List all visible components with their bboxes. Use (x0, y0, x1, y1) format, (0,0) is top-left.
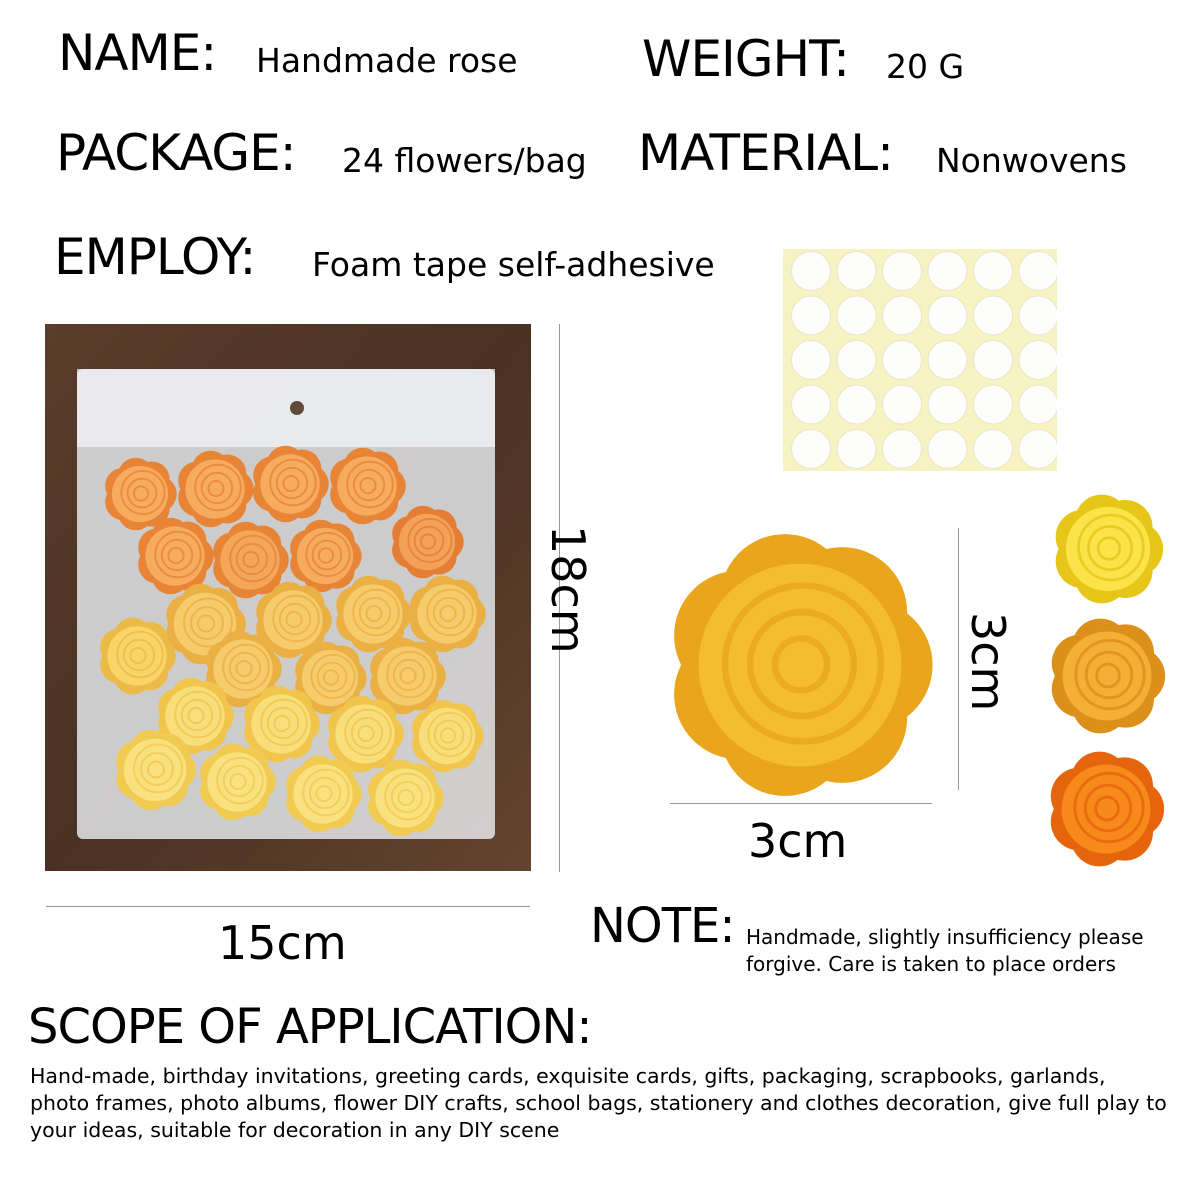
rose-image (663, 530, 938, 800)
employ-label: EMPLOY: (54, 228, 256, 286)
note-label: NOTE: (590, 898, 735, 954)
flower-height-label: 3cm (961, 612, 1015, 712)
weight-value: 20 G (886, 47, 965, 86)
package-label: PACKAGE: (56, 124, 296, 182)
flower-height-line (958, 528, 959, 790)
packaged-roses-image (45, 324, 531, 871)
foam-tape-sheet-image (783, 249, 1057, 471)
rose-image (1050, 493, 1166, 605)
rose-image (1046, 617, 1168, 735)
package-value: 24 flowers/bag (342, 141, 587, 180)
weight-label: WEIGHT: (642, 30, 850, 88)
bag-width-label: 15cm (218, 916, 347, 970)
name-label: NAME: (58, 24, 217, 82)
note-text: Handmade, slightly insufficiency please forgive. Care is taken to place orders (746, 925, 1144, 976)
scope-text: Hand-made, birthday invitations, greeting cards, exquisite cards, gifts, packaging, scrapbooks, garlands, photo frames, photo albums, flower DIY crafts, school bags, stationery and clothes decoration, give full play to your ideas, suitable for decoration in any DIY scene (30, 1064, 1167, 1142)
rose-image (1046, 750, 1166, 868)
flower-width-label: 3cm (748, 814, 848, 868)
bag-width-line (46, 906, 530, 907)
scope-title: SCOPE OF APPLICATION: (28, 999, 592, 1055)
employ-value: Foam tape self-adhesive (312, 245, 715, 284)
material-label: MATERIAL: (638, 124, 893, 182)
bag-height-label: 18cm (541, 525, 595, 654)
name-value: Handmade rose (256, 41, 518, 80)
material-value: Nonwovens (936, 141, 1127, 180)
flower-width-line (670, 803, 932, 804)
